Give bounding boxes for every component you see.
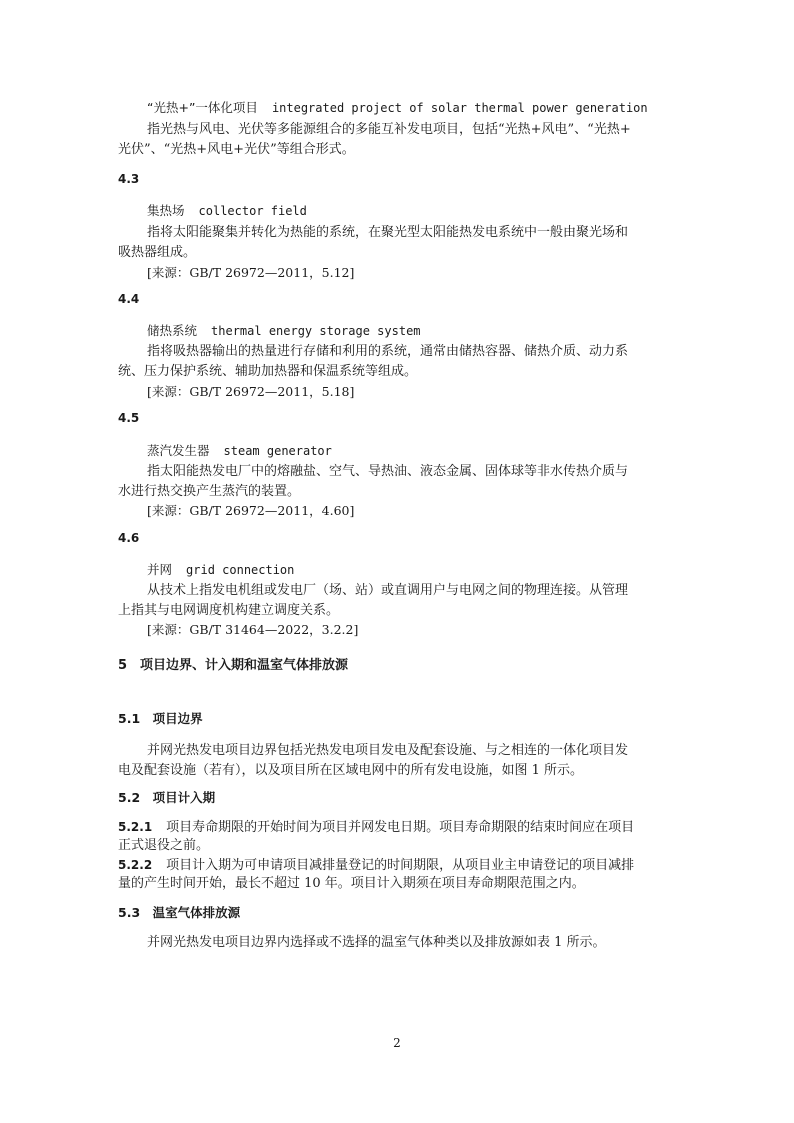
clause-text: 项目计入期为可申请项目减排量登记的时间期限，从项目业主申请登记的项目减排 [166, 858, 635, 873]
clause-text: 项目寿命期限的开始时间为项目并网发电日期。项目寿命期限的结束时间应在项目 [166, 820, 635, 835]
source-citation: [来源：GB/T 26972—2011，5.12] [147, 265, 355, 280]
subsection-heading: 5.1 项目边界 [118, 711, 203, 726]
term-en: thermal energy storage system [211, 324, 421, 338]
clause-number: 5.2.2 [118, 858, 153, 872]
clause-text-line: 量的产生时间开始，最长不超过 10 年。项目计入期须在项目寿命期限范围之内。 [118, 876, 585, 891]
term-4-5-title [147, 442, 332, 460]
term-zh: 集热场 [147, 203, 185, 218]
term-en: integrated project of solar thermal power generation [271, 101, 648, 115]
term-en: grid connection [186, 563, 295, 577]
definition-line: 统、压力保护系统、辅助加热器和保温系统等组成。 [118, 364, 418, 379]
term-4-4-title [147, 322, 421, 340]
subsection-heading: 5.2 项目计入期 [118, 790, 216, 805]
body-line: 并网光热发电项目边界内选择或不选择的温室气体种类以及排放源如表 1 所示。 [147, 935, 606, 950]
term-zh: “光热+”一体化项目 [147, 100, 258, 115]
definition-line: 水进行热交换产生蒸汽的装置。 [118, 484, 301, 499]
term-4-3-title [147, 202, 307, 220]
term-en: collector field [198, 204, 307, 218]
body-line: 电及配套设施（若有），以及项目所在区域电网中的所有发电设施，如图 1 所示。 [118, 763, 584, 778]
clause-number: 4.5 [118, 411, 140, 425]
definition-line: 上指其与电网调度机构建立调度关系。 [118, 603, 340, 618]
term-4-2-title [147, 99, 648, 117]
clause-5-2-1 [118, 818, 634, 837]
page-number: 2 [393, 1036, 401, 1050]
clause-number: 4.4 [118, 292, 140, 306]
term-en: steam generator [223, 444, 332, 458]
definition-line: 吸热器组成。 [118, 245, 197, 260]
term-zh: 储热系统 [147, 323, 198, 338]
source-citation: [来源：GB/T 26972—2011，4.60] [147, 503, 355, 518]
definition-line: 光伏”、“光热+风电+光伏”等组合形式。 [118, 142, 355, 157]
clause-text-line: 正式退役之前。 [118, 838, 210, 853]
source-citation: [来源：GB/T 31464—2022，3.2.2] [147, 622, 359, 637]
section-heading: 5 项目边界、计入期和温室气体排放源 [118, 658, 349, 673]
body-line: 并网光热发电项目边界包括光热发电项目发电及配套设施、与之相连的一体化项目发 [147, 743, 629, 758]
term-zh: 并网 [147, 562, 173, 577]
term-zh: 蒸汽发生器 [147, 443, 210, 458]
clause-number: 5.2.1 [118, 820, 153, 834]
definition-line: 指太阳能热发电厂中的熔融盐、空气、导热油、液态金属、固体球等非水传热介质与 [147, 464, 629, 479]
clause-number: 4.6 [118, 531, 140, 545]
subsection-heading: 5.3 温室气体排放源 [118, 905, 241, 920]
definition-line: 指将太阳能聚集并转化为热能的系统，在聚光型太阳能热发电系统中一般由聚光场和 [147, 225, 629, 240]
definition-line: 指将吸热器输出的热量进行存储和利用的系统，通常由储热容器、储热介质、动力系 [147, 344, 629, 359]
source-citation: [来源：GB/T 26972—2011，5.18] [147, 384, 355, 399]
clause-number: 4.3 [118, 172, 140, 186]
definition-line: 从技术上指发电机组或发电厂（场、站）或直调用户与电网之间的物理连接。从管理 [147, 583, 629, 598]
term-4-6-title [147, 561, 294, 579]
clause-5-2-2 [118, 856, 634, 875]
definition-line: 指光热与风电、光伏等多能源组合的多能互补发电项目，包括“光热+风电”、“光热+ [147, 122, 631, 137]
